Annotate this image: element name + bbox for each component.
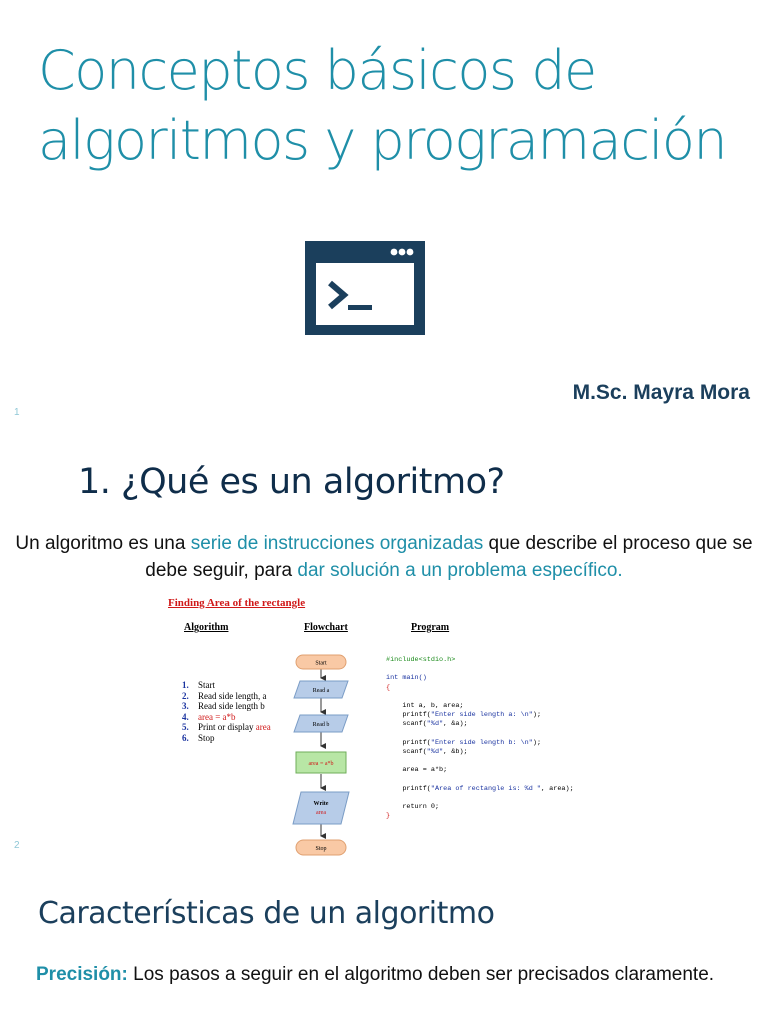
- flow-write-var-label: area: [316, 810, 326, 816]
- code-line: [386, 794, 574, 803]
- precision-term: Precisión:: [36, 964, 128, 985]
- code-token: );: [532, 711, 542, 720]
- code-line: [386, 702, 574, 711]
- step-number: 1.: [182, 680, 189, 690]
- flowchart-diagram: [286, 648, 356, 864]
- code-token: area = a*b;: [386, 766, 448, 775]
- step-number: 2.: [182, 690, 189, 701]
- code-token: printf(: [386, 784, 431, 793]
- code-token: printf(: [386, 711, 431, 720]
- code-token: printf(: [386, 738, 431, 747]
- step-text: Stop: [198, 732, 215, 743]
- algorithm-step: [182, 733, 271, 744]
- figure-title: Finding Area of the rectangle: [168, 597, 306, 609]
- algorithm-step: [182, 722, 271, 733]
- flow-read-a-node: [294, 681, 348, 698]
- algorithm-step: [182, 712, 271, 723]
- step-text: Read side length b: [198, 701, 265, 711]
- slide-number-2: 2: [14, 840, 20, 851]
- precision-paragraph: [36, 962, 736, 987]
- slide-number-1: 1: [14, 407, 20, 418]
- step-highlight: area: [255, 722, 271, 732]
- column-heading-algorithm: Algorithm: [184, 622, 229, 633]
- code-line: [386, 803, 574, 812]
- code-token: , &a);: [443, 720, 468, 729]
- flow-start-node: [296, 655, 346, 669]
- code-line: [386, 656, 574, 665]
- flow-process-label: area = a*b: [308, 761, 334, 767]
- code-token: {: [386, 683, 391, 692]
- step-text: Print or display: [198, 722, 256, 732]
- code-token: int main(): [386, 674, 427, 683]
- code-token: return 0;: [386, 803, 440, 811]
- code-token: "%d": [426, 747, 444, 756]
- code-token: #include<stdio.h>: [386, 656, 456, 664]
- flow-stop-label: Stop: [315, 846, 327, 852]
- flow-start-label: Start: [315, 660, 327, 667]
- main-title-line-2: algoritmos y programación: [38, 109, 727, 172]
- code-token: }: [386, 812, 391, 821]
- code-line: [386, 785, 574, 794]
- code-line: [386, 720, 574, 729]
- code-token: scanf(: [386, 720, 427, 729]
- algorithm-step: [182, 701, 271, 712]
- main-title-line-1: Conceptos básicos de: [38, 39, 596, 102]
- code-token: );: [532, 738, 542, 747]
- code-line: [386, 665, 574, 674]
- algorithm-step: [182, 691, 271, 702]
- code-token: scanf(: [386, 747, 427, 756]
- section-heading-what-is-algorithm: 1. ¿Qué es un algoritmo?: [78, 462, 505, 502]
- algorithm-step: [182, 680, 271, 691]
- flow-write-node: [293, 792, 349, 824]
- code-line: [386, 748, 574, 757]
- code-token: "Enter side length a: \n": [430, 711, 533, 720]
- algorithm-definition: [0, 530, 768, 584]
- definition-text-2: que describe el proceso que se debe seguir, para: [145, 533, 753, 581]
- step-text: Read side length, a: [198, 690, 267, 701]
- flow-read-a-label: Read a: [312, 688, 330, 694]
- code-token: "Area of rectangle is: %d ": [430, 784, 542, 793]
- column-heading-program: Program: [411, 622, 450, 633]
- code-token: int a, b, area;: [386, 701, 464, 710]
- code-token: "%d": [426, 720, 444, 729]
- flow-process-node: [296, 752, 346, 773]
- code-line: [386, 812, 574, 821]
- flow-write-label: Write: [313, 801, 329, 807]
- flow-read-b-node: [294, 715, 348, 732]
- step-text: Start: [198, 680, 215, 690]
- rectangle-area-example-figure: [162, 592, 610, 864]
- code-line: [386, 766, 574, 775]
- code-token: "Enter side length b: \n": [430, 738, 533, 747]
- column-heading-flowchart: Flowchart: [304, 622, 348, 633]
- step-number: 4.: [182, 711, 189, 722]
- code-line: [386, 711, 574, 720]
- definition-highlight-2: dar solución a un problema específico.: [297, 560, 623, 581]
- code-line: [386, 684, 574, 693]
- definition-highlight-1: serie de instrucciones organizadas: [190, 533, 484, 554]
- code-line: [386, 775, 574, 784]
- definition-text-1: Un algoritmo es una: [15, 533, 191, 554]
- step-highlight: area = a*b: [198, 711, 236, 722]
- main-title: [38, 36, 758, 176]
- code-line: [386, 693, 574, 702]
- section-heading-characteristics: Características de un algoritmo: [38, 896, 495, 931]
- terminal-window-icon: [305, 241, 425, 335]
- program-code-block: [386, 656, 574, 821]
- author-name: M.Sc. Mayra Mora: [572, 381, 750, 404]
- code-line: [386, 757, 574, 766]
- step-number: 5.: [182, 722, 189, 732]
- code-line: [386, 674, 574, 683]
- code-line: [386, 739, 574, 748]
- code-line: [386, 730, 574, 739]
- flow-stop-node: [296, 840, 346, 855]
- algorithm-steps-list: [182, 680, 271, 743]
- code-token: , &b);: [443, 747, 468, 756]
- precision-text: Los pasos a seguir en el algoritmo deben ser precisados claramente.: [127, 964, 715, 985]
- code-token: , area);: [541, 784, 574, 793]
- step-number: 3.: [182, 701, 189, 711]
- flow-read-b-label: Read b: [312, 722, 330, 728]
- step-number: 6.: [182, 732, 189, 743]
